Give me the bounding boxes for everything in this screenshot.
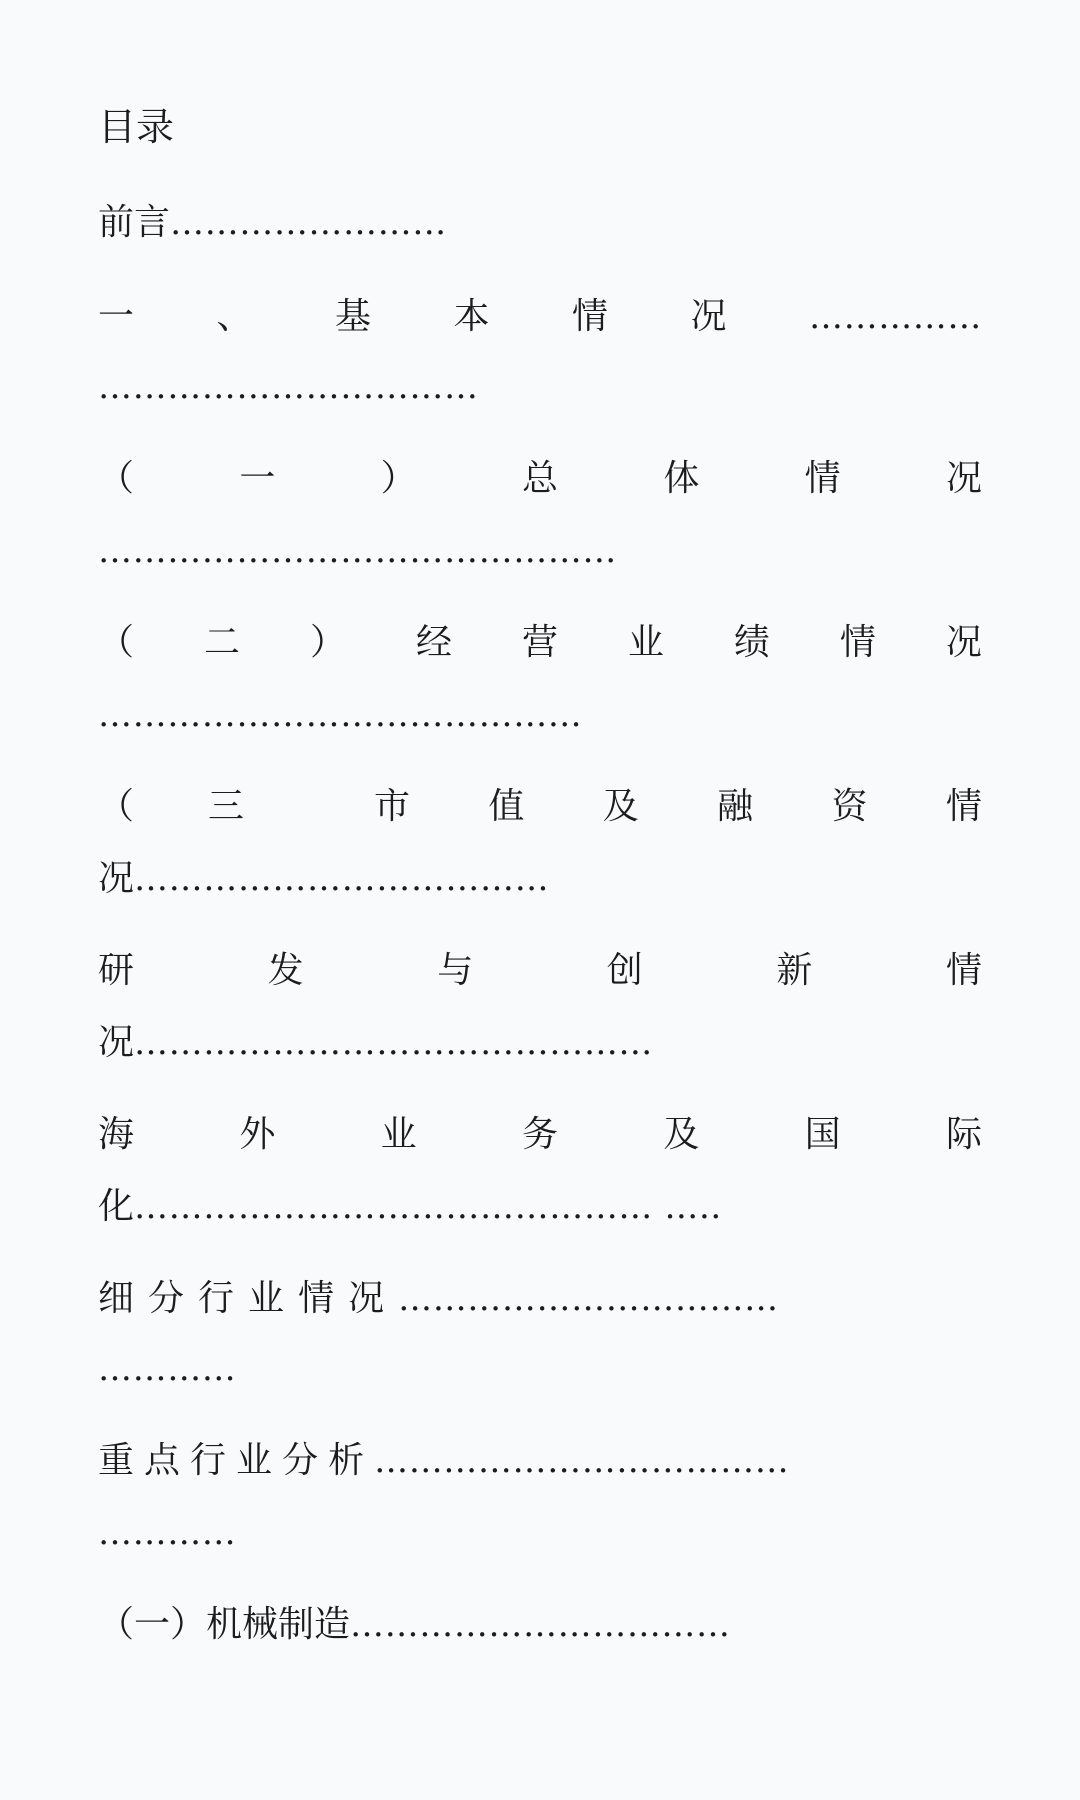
toc-leader: …………………………………… xyxy=(98,695,583,735)
toc-char: 本 xyxy=(453,296,490,337)
toc-char: 营 xyxy=(521,622,558,663)
toc-char: 及 xyxy=(663,1114,700,1155)
toc-char: 分 xyxy=(148,1278,185,1319)
toc-char: 与 xyxy=(437,950,474,991)
toc-char: 及 xyxy=(602,786,639,827)
toc-char: 情 xyxy=(804,458,841,499)
toc-char: 外 xyxy=(239,1114,276,1155)
toc-leader: ……………………………………… xyxy=(98,531,617,571)
toc-char: 况 xyxy=(348,1278,385,1319)
toc-char: 情 xyxy=(572,296,609,337)
toc-entry-overseas-cont xyxy=(98,1180,982,1234)
toc-leader: ……………………………………… ….. xyxy=(134,1187,722,1227)
toc-char: （ xyxy=(98,458,135,499)
toc-char: （ xyxy=(98,622,135,663)
toc-char: 绩 xyxy=(733,622,770,663)
toc-char: （ xyxy=(98,786,135,827)
toc-char: 行 xyxy=(198,1278,235,1319)
toc-char: 情 xyxy=(945,786,982,827)
toc-char: 一 xyxy=(239,458,276,499)
toc-char: ） xyxy=(309,622,346,663)
toc-leader: ………… xyxy=(98,1349,237,1389)
toc-entry-segments-cont xyxy=(98,1342,982,1396)
toc-char: 重 xyxy=(98,1440,135,1481)
toc-char: 发 xyxy=(267,950,304,991)
toc-char: 点 xyxy=(144,1440,181,1481)
toc-entry-basic-cont xyxy=(98,360,982,414)
toc-entry-key-cont xyxy=(98,1506,982,1560)
toc-char: ） xyxy=(380,458,417,499)
toc-title: 目录 xyxy=(98,105,175,149)
toc-char: 业 xyxy=(236,1440,273,1481)
toc-char: 况 xyxy=(98,858,135,899)
toc-entry-overall-cont xyxy=(98,524,982,578)
toc-char: 析 xyxy=(328,1440,365,1481)
toc-char: 化 xyxy=(98,1186,135,1227)
toc-char: 海 xyxy=(98,1114,135,1155)
toc-entry-business[interactable] xyxy=(98,616,982,670)
toc-entry-market-rest xyxy=(374,780,982,834)
toc-entry-market-cont xyxy=(98,852,982,906)
toc-entry-basic[interactable] xyxy=(98,290,982,344)
toc-char: 研 xyxy=(98,950,135,991)
toc-leader: …………………………… xyxy=(98,367,479,407)
toc-entry-label: （一）机械制造 xyxy=(98,1604,351,1645)
toc-char: 况 xyxy=(945,458,982,499)
toc-char: 际 xyxy=(945,1114,982,1155)
toc-entry-preface[interactable] xyxy=(98,196,982,250)
toc-char: 情 xyxy=(298,1278,335,1319)
toc-char: 体 xyxy=(663,458,700,499)
toc-leader: …………………………… xyxy=(398,1279,779,1319)
toc-char: 况 xyxy=(690,296,727,337)
toc-char: 行 xyxy=(190,1440,227,1481)
toc-char: 细 xyxy=(98,1278,135,1319)
toc-entry-rnd-cont xyxy=(98,1016,982,1070)
toc-char: 业 xyxy=(248,1278,285,1319)
toc-entry-label: 前言 xyxy=(98,202,171,243)
toc-leader: …………………………… xyxy=(350,1605,731,1645)
toc-leader: ………… xyxy=(98,1513,237,1553)
toc-char: 二 xyxy=(203,622,240,663)
toc-entry-overall[interactable] xyxy=(98,452,982,506)
toc-char: 新 xyxy=(776,950,813,991)
toc-char: 市 xyxy=(374,786,411,827)
toc-char: 基 xyxy=(335,296,372,337)
toc-char: 况 xyxy=(98,1022,135,1063)
toc-entry-key[interactable] xyxy=(98,1434,982,1488)
toc-entry-segments[interactable] xyxy=(98,1272,982,1326)
toc-char: 经 xyxy=(415,622,452,663)
toc-char: 业 xyxy=(627,622,664,663)
toc-char: 总 xyxy=(521,458,558,499)
toc-leader: ……………………………… xyxy=(134,859,550,899)
toc-char: 情 xyxy=(839,622,876,663)
toc-entry-overseas[interactable] xyxy=(98,1108,982,1162)
toc-char: 一 xyxy=(98,296,135,337)
toc-char: 三 xyxy=(208,786,245,827)
toc-char: 融 xyxy=(717,786,754,827)
toc-entry-rnd[interactable] xyxy=(98,944,982,998)
toc-char: 、 xyxy=(216,296,253,337)
toc-entry-machinery[interactable] xyxy=(98,1598,982,1652)
toc-leader: ……………………………… xyxy=(374,1441,790,1481)
toc-char: 情 xyxy=(945,950,982,991)
toc-char: 分 xyxy=(282,1440,319,1481)
toc-char: 国 xyxy=(804,1114,841,1155)
toc-leader: …………………… xyxy=(170,203,447,243)
toc-char: 创 xyxy=(606,950,643,991)
toc-char: 值 xyxy=(488,786,525,827)
toc-char: 资 xyxy=(831,786,868,827)
toc-entry-business-cont xyxy=(98,688,982,742)
toc-char: 况 xyxy=(945,622,982,663)
toc-char: 业 xyxy=(380,1114,417,1155)
toc-entry-market[interactable] xyxy=(98,780,982,834)
toc-char: 务 xyxy=(521,1114,558,1155)
toc-leader: ……………………………………… xyxy=(134,1023,654,1063)
toc-leader: …………… xyxy=(809,297,982,337)
